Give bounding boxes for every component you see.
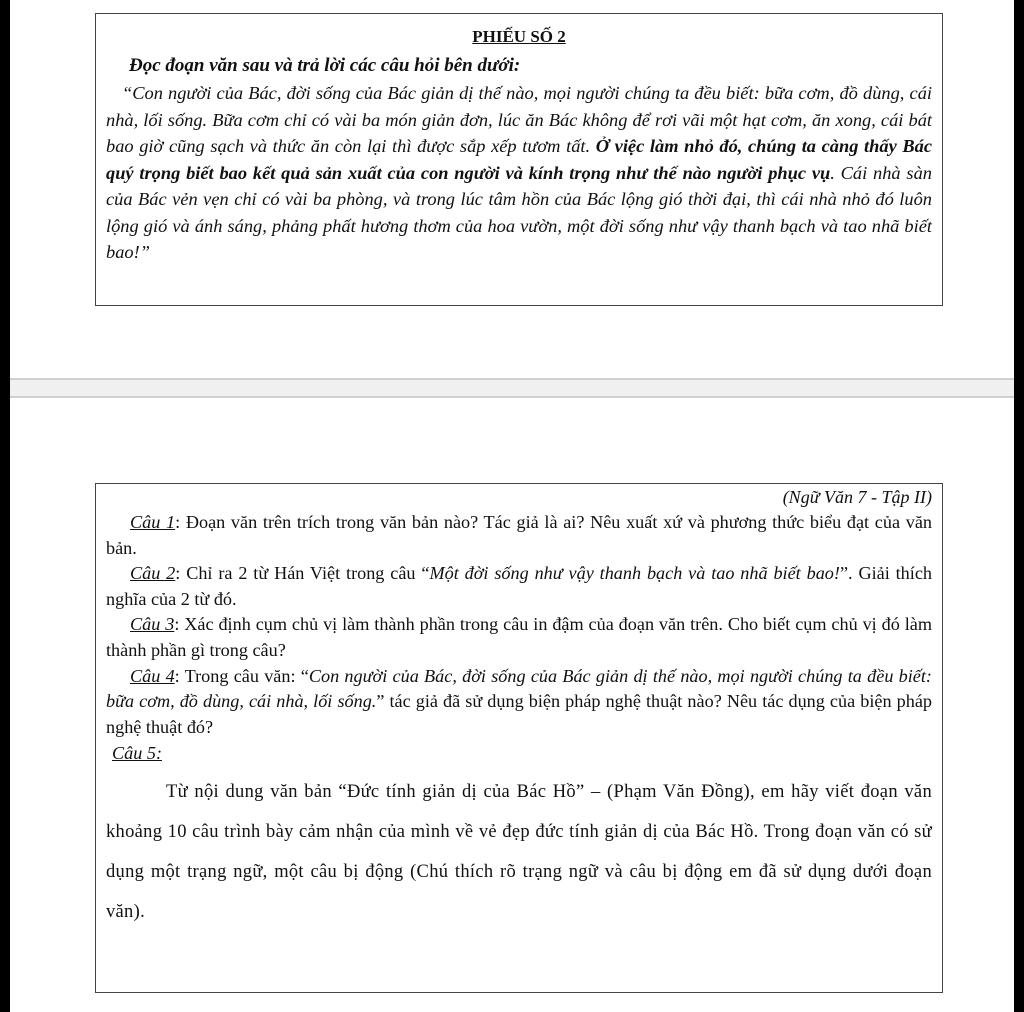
- question-3-text: : Xác định cụm chủ vị làm thành phần trong câu in đậm của đoạn văn trên. Cho biết cụm chủ vị đó làm thành phần gì trong câu?: [106, 614, 932, 660]
- reading-passage: [106, 80, 932, 266]
- question-1: [106, 510, 932, 561]
- question-3: [106, 612, 932, 663]
- question-2-text-b: ”. Giải thích nghĩa của 2 từ đó.: [106, 563, 932, 609]
- document-page-bottom: [10, 398, 1014, 1012]
- passage-bold-sentence: Ở việc làm nhỏ đó, chúng ta càng thấy Bác quý trọng biết bao kết quả sản xuất của con người và kính trọng như thế nào người phục vụ: [106, 136, 932, 183]
- source-reference: (Ngữ Văn 7 - Tập II): [782, 487, 932, 507]
- question-2-quote: Một đời sống như vậy thanh bạch và tao nhã biết bao!: [429, 563, 840, 584]
- page-break: [10, 378, 1014, 398]
- passage-text-part2: . Cái nhà sàn của Bác vẻn vẹn chỉ có vài ba phòng, và trong lúc tâm hồn của Bác lộng gió thời đại, thì cái nhà nhỏ đó luôn lộng gió và ánh sáng, phảng phất hương thơm của hoa vườn, một đời sống như vậy thanh bạch và tao nhã biết bao!”: [106, 162, 932, 262]
- question-1-text: : Đoạn văn trên trích trong văn bản nào? Tác giả là ai? Nêu xuất xứ và phương thức biểu đạt của văn bản.: [106, 512, 932, 558]
- question-1-label: Câu 1: [130, 512, 176, 532]
- question-5-text: Từ nội dung văn bản “Đức tính giản dị của Bác Hồ” – (Phạm Văn Đồng), em hãy viết đoạn văn khoảng 10 câu trình bày cảm nhận của mình về vẻ đẹp đức tính giản dị của Bác Hồ. Trong đoạn văn có sử dụng một trạng ngữ, một câu bị động (Chú thích rõ trạng ngữ và câu bị động em đã sử dụng dưới đoạn văn).: [106, 782, 932, 923]
- question-4: [106, 664, 932, 741]
- question-4-text-a: : Trong câu văn: “: [174, 665, 309, 686]
- question-3-label: Câu 3: [130, 614, 175, 635]
- question-4-label: Câu 4: [130, 665, 175, 686]
- reading-passage-box: [95, 13, 943, 306]
- question-5-label: Câu 5:: [112, 743, 163, 764]
- passage-text-part1: “Con người của Bác, đời sống của Bác giản dị thế nào, mọi người chúng ta đều biết: bữa cơm, đồ dùng, cái nhà, lối sống. Bữa cơm chỉ có vài ba món giản đơn, lúc ăn Bác không để rơi vãi một hạt cơm, ăn xong, cái bát bao giờ cũng sạch và thức ăn còn lại thì được sắp xếp tươm tất.: [106, 83, 932, 156]
- sheet-title: PHIẾU SỐ 2: [472, 27, 566, 46]
- reading-instruction: Đọc đoạn văn sau và trả lời các câu hỏi bên dưới:: [129, 55, 521, 76]
- question-2: [106, 561, 932, 612]
- question-2-label: Câu 2: [130, 563, 176, 584]
- question-4-quote: Con người của Bác, đời sống của Bác giản dị thế nào, mọi người chúng ta đều biết: bữa cơm, đồ dùng, cái nhà, lối sống.: [106, 665, 932, 712]
- question-2-text-a: : Chỉ ra 2 từ Hán Việt trong câu “: [175, 563, 430, 584]
- question-4-text-b: ” tác giả đã sử dụng biện pháp nghệ thuật nào? Nêu tác dụng của biện pháp nghệ thuật đó?: [106, 691, 932, 737]
- questions-box: [95, 483, 943, 993]
- document-page-top: [10, 0, 1014, 378]
